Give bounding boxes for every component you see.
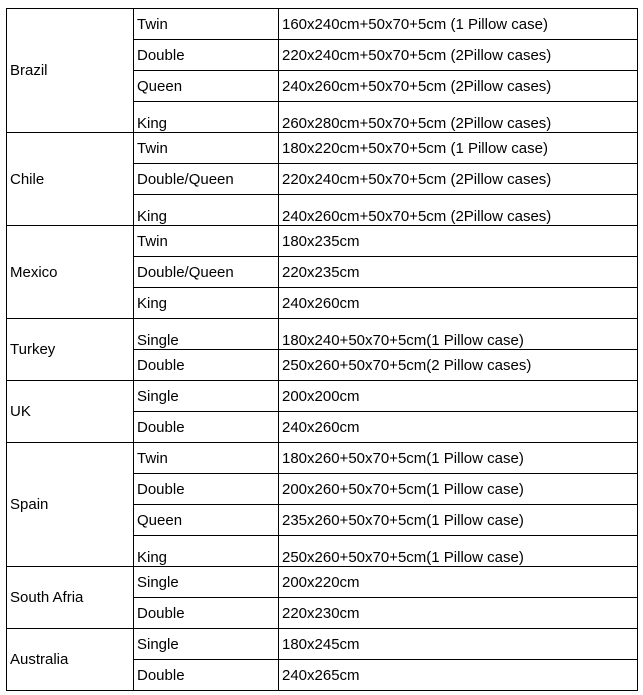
- dimensions-cell: 200x260+50x70+5cm(1 Pillow case): [279, 474, 638, 505]
- dimensions-cell: 240x265cm: [279, 660, 638, 691]
- size-cell: Double/Queen: [134, 164, 279, 195]
- table-row: [7, 567, 638, 598]
- size-cell: Twin: [134, 226, 279, 257]
- dimensions-cell: 240x260cm: [279, 412, 638, 443]
- size-cell: Queen: [134, 71, 279, 102]
- size-cell: Double: [134, 474, 279, 505]
- size-cell: Queen: [134, 505, 279, 536]
- table-row: [7, 319, 638, 350]
- dimensions-cell: 250x260+50x70+5cm(1 Pillow case): [279, 536, 638, 567]
- dimensions-cell: 260x280cm+50x70+5cm (2Pillow cases): [279, 102, 638, 133]
- table-row: [7, 226, 638, 257]
- size-cell: Single: [134, 567, 279, 598]
- size-cell: Twin: [134, 443, 279, 474]
- country-cell: UK: [7, 381, 134, 443]
- size-cell: Double: [134, 40, 279, 71]
- size-cell: Twin: [134, 9, 279, 40]
- dimensions-cell: 220x230cm: [279, 598, 638, 629]
- size-cell: King: [134, 536, 279, 567]
- country-cell: Turkey: [7, 319, 134, 381]
- size-cell: King: [134, 102, 279, 133]
- dimensions-cell: 180x240+50x70+5cm(1 Pillow case): [279, 319, 638, 350]
- dimensions-cell: 240x260cm+50x70+5cm (2Pillow cases): [279, 71, 638, 102]
- country-cell: Chile: [7, 133, 134, 226]
- dimensions-cell: 220x235cm: [279, 257, 638, 288]
- dimensions-cell: 220x240cm+50x70+5cm (2Pillow cases): [279, 164, 638, 195]
- table-row: [7, 443, 638, 474]
- country-cell: Mexico: [7, 226, 134, 319]
- country-cell: Brazil: [7, 9, 134, 133]
- size-cell: Double: [134, 412, 279, 443]
- dimensions-cell: 180x245cm: [279, 629, 638, 660]
- dimensions-cell: 200x220cm: [279, 567, 638, 598]
- size-cell: Single: [134, 629, 279, 660]
- size-cell: King: [134, 288, 279, 319]
- size-cell: Single: [134, 319, 279, 350]
- dimensions-cell: 180x235cm: [279, 226, 638, 257]
- dimensions-cell: 240x260cm: [279, 288, 638, 319]
- table-row: [7, 133, 638, 164]
- size-cell: Single: [134, 381, 279, 412]
- size-cell: King: [134, 195, 279, 226]
- table-row: [7, 629, 638, 660]
- size-table-body: [7, 9, 638, 691]
- dimensions-cell: 200x200cm: [279, 381, 638, 412]
- table-row: [7, 9, 638, 40]
- dimensions-cell: 180x220cm+50x70+5cm (1 Pillow case): [279, 133, 638, 164]
- country-cell: Spain: [7, 443, 134, 567]
- dimensions-cell: 180x260+50x70+5cm(1 Pillow case): [279, 443, 638, 474]
- size-cell: Double: [134, 660, 279, 691]
- country-cell: South Afria: [7, 567, 134, 629]
- dimensions-cell: 220x240cm+50x70+5cm (2Pillow cases): [279, 40, 638, 71]
- size-cell: Double/Queen: [134, 257, 279, 288]
- size-table: [6, 8, 638, 691]
- dimensions-cell: 250x260+50x70+5cm(2 Pillow cases): [279, 350, 638, 381]
- size-cell: Twin: [134, 133, 279, 164]
- dimensions-cell: 240x260cm+50x70+5cm (2Pillow cases): [279, 195, 638, 226]
- table-row: [7, 381, 638, 412]
- country-cell: Australia: [7, 629, 134, 691]
- dimensions-cell: 160x240cm+50x70+5cm (1 Pillow case): [279, 9, 638, 40]
- size-cell: Double: [134, 350, 279, 381]
- size-cell: Double: [134, 598, 279, 629]
- dimensions-cell: 235x260+50x70+5cm(1 Pillow case): [279, 505, 638, 536]
